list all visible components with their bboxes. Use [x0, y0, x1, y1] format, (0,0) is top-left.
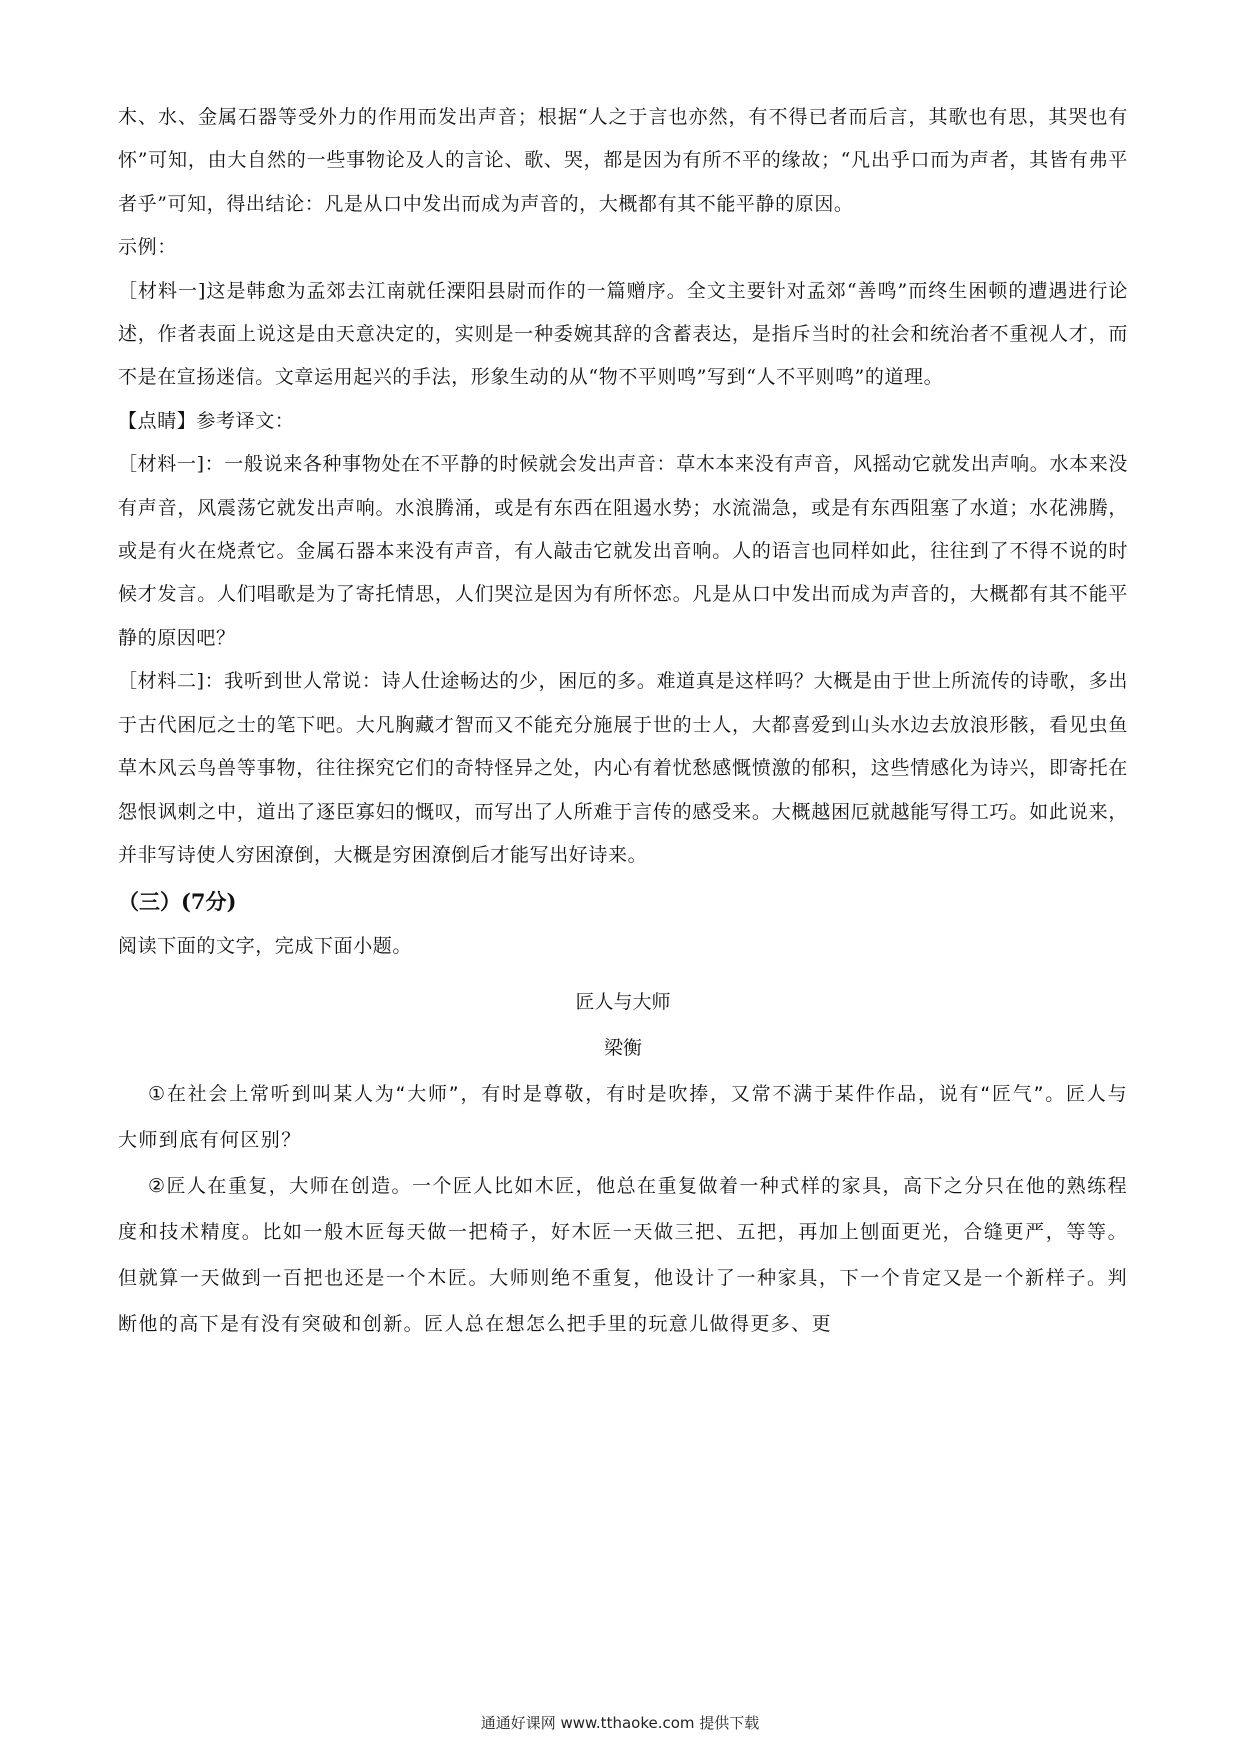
essay-author: 梁衡: [603, 1036, 642, 1059]
example-text: ［材料一]这是韩愈为孟郊去江南就任溧阳县尉而作的一篇赠序。全文主要针对孟郊“善鸣”而终生困顿的遭遇进行论述，作者表面上说这是由天意决定的，实则是一种委婉其辞的含蓄表达，是指斥当时的社会和统治者不重视人才，而不是在宣扬迷信。文章运用起兴的手法，形象生动的从“物不平则鸣”写到“人不平则鸣”的道理。: [118, 279, 1128, 389]
essay-paragraph-2: ②匠人在重复，大师在创造。一个匠人比如木匠，他总在重复做着一种式样的家具，高下之分只在他的熟练程度和技术精度。比如一般木匠每天做一把椅子，好木匠一天做三把、五把，再加上刨面更光，合缝更严，等等。但就算一天做到一百把也还是一个木匠。大师则绝不重复，他设计了一种家具，下一个肯定又是一个新样子。判断他的高下是有没有突破和创新。匠人总在想怎么把手里的玩意儿做得更多、更: [118, 1174, 1128, 1335]
section-instruction: 阅读下面的文字，完成下面小题。: [118, 935, 413, 958]
translation-material-2: ［材料二]：我听到世人常说：诗人仕途畅达的少，困厄的多。难道真是这样吗？大概是由于世上所流传的诗歌，多出于古代困厄之士的笔下吧。大凡胸藏才智而又不能充分施展于世的士人，大都喜爱到山头水边去放浪形骸，看见虫鱼草木风云鸟兽等事物，往往探究它们的奇特怪异之处，内心有着忧愁感慨愤激的郁积，这些情感化为诗兴，即寄托在怨恨讽刺之中，道出了逐臣寡妇的慨叹，而写出了人所难于言传的感受来。大概越困厄就越能写得工巧。如此说来，并非写诗使人穷困潦倒，大概是穷困潦倒后才能写出好诗来。: [118, 670, 1128, 866]
dianjing-label: 【点睛】参考译文：: [118, 409, 295, 432]
essay-header: [118, 979, 1128, 1071]
document-body: [118, 96, 1128, 1347]
essay-paragraph-1: ①在社会上常听到叫某人为“大师”，有时是尊敬，有时是吹捧，又常不满于某件作品，说有“匠气”。匠人与大师到底有何区别？: [118, 1082, 1128, 1151]
essay-title: 匠人与大师: [575, 990, 671, 1013]
page-footer: 通通好课网 www.tthaoke.com 提供下载: [480, 1714, 760, 1732]
analysis-paragraph: 木、水、金属石器等受外力的作用而发出声音；根据“人之于言也亦然，有不得已者而后言，其歌也有思，其哭也有怀”可知，由大自然的一些事物论及人的言论、歌、哭，都是因为有所不平的缘故；“凡出乎口而为声者，其皆有弗平者乎”可知，得出结论：凡是从口中发出而成为声音的，大概都有其不能平静的原因。: [118, 106, 1128, 215]
example-label: 示例：: [118, 236, 177, 259]
translation-material-1: ［材料一]：一般说来各种事物处在不平静的时候就会发出声音：草木本来没有声音，风摇动它就发出声响。水本来没有声音，风震荡它就发出声响。水浪腾涌，或是有东西在阻遏水势；水流湍急，或是有东西阻塞了水道；水花沸腾，或是有火在烧煮它。金属石器本来没有声音，有人敲击它就发出音响。人的语言也同样如此，往往到了不得不说的时候才发言。人们唱歌是为了寄托情思，人们哭泣是因为有所怀恋。凡是从口中发出而成为声音的，大概都有其不能平静的原因吧？: [118, 453, 1128, 649]
section-heading: （三）(7分): [118, 889, 237, 915]
